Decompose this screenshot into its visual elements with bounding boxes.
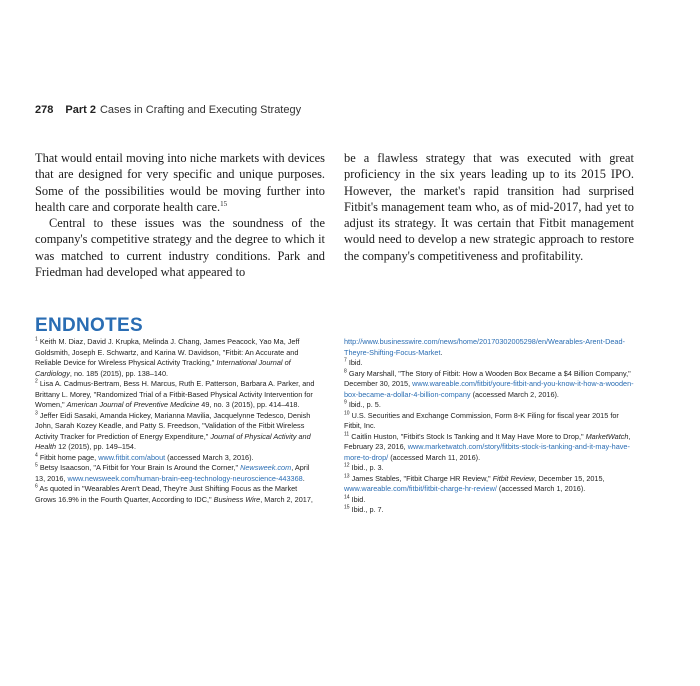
endnotes-heading: ENDNOTES xyxy=(35,315,143,336)
endnote: $^{11}$ Caitlin Huston, "Fitbit's Stock Is Tanking and It May Have More to Drop," MarketWatch, February 23, 2016, www.marketwatch.com/story/fitbits-stock-is-tanking-and-it-may-have-more-to-drop/ (accessed March 11, 2016). xyxy=(344,431,631,462)
endnote: $^{14}$ Ibid. xyxy=(344,494,366,504)
endnote-link[interactable]: www.wareable.com/fitbit/youre-fitbit-and-you-know-it-how-a-wooden-box-became-a-dollar-4-billion-company xyxy=(344,379,634,399)
endnotes-left-column xyxy=(35,337,320,505)
body-paragraph: That would entail moving into niche markets with devices that are designed for very specific and unique purposes. Some of the possibilities would be moving further into health care and corporate health care.$^{15}$ xyxy=(35,151,325,214)
footnote-ref: 15 xyxy=(220,199,228,208)
body-left-column xyxy=(35,150,325,280)
endnote: $^5$ Betsy Isaacson, "A Fitbit for Your Brain Is Around the Corner," Newsweek.com, April 13, 2016, www.newsweek.com/human-brain-eeg-technology-neuroscience-443368. xyxy=(35,462,310,483)
endnotes-right-column xyxy=(344,337,634,516)
page-number: 278 xyxy=(35,104,54,116)
part-title: Cases in Crafting and Executing Strategy xyxy=(99,104,302,116)
part-label: Part 2 xyxy=(65,104,96,116)
endnote: $^9$ Ibid., p. 5. xyxy=(344,399,381,409)
body-right-column xyxy=(344,150,634,264)
endnote: $^{13}$ James Stables, "Fitbit Charge HR Review," Fitbit Review, December 15, 2015, www.wareable.com/fitbit/fitbit-charge-hr-review/ (accessed March 1, 2016). xyxy=(344,473,605,493)
endnote: $^{10}$ U.S. Securities and Exchange Commission, Form 8-K Filing for fiscal year 2015 for Fitbit, Inc. xyxy=(344,410,619,430)
endnote: $^1$ Keith M. Diaz, David J. Krupka, Melinda J. Chang, James Peacock, Yao Ma, Jeff Goldsmith, Joseph E. Schwartz, and Karina W. Davidson, "Fitbit: An Accurate and Reliable Device for Wireless Physical Activity Tracking," International Journal of Cardiology, no. 185 (2015), pp. 138–140. xyxy=(35,336,300,378)
body-paragraph: Central to these issues was the soundness of the company's competitive strategy and the degree to which it was matched to current industry conditions. Park and Friedman had developed what appeared to xyxy=(35,216,325,280)
endnote-link[interactable]: www.newsweek.com/human-brain-eeg-technology-neuroscience-443368 xyxy=(67,473,303,483)
endnote: $^3$ Jeffer Eidi Sasaki, Amanda Hickey, Marianna Mavilia, Jacquelynne Tedesco, Denish John, Sarah Kozey Keadle, and Patty S. Freedson, "Validation of the Fitbit Wireless Activity Tracker for Prediction of Energy Expenditure," Journal of Physical Activity and Health 12 (2015), pp. 149–154. xyxy=(35,410,311,451)
body-paragraph: be a flawless strategy that was executed with great proficiency in the six years leading up to its 2015 IPO. However, the market's rapid transition had surprised Fitbit's management team who, as of mid-2017, had yet to adjust its strategy. It was certain that Fitbit management would need to develop a new strategic approach to restore the company's competitiveness and profitability. xyxy=(344,151,634,263)
endnote-continued: http://www.businesswire.com/news/home/20170302005298/en/Wearables-Arent-Dead-Theyre-Shifting-Focus-Market. xyxy=(344,337,625,357)
page-header xyxy=(35,104,301,122)
endnote: $^6$ As quoted in "Wearables Aren't Dead, They're Just Shifting Focus as the Market Grows 16.9% in the Fourth Quarter, According to IDC," Business Wire, March 2, 2017, xyxy=(35,483,313,504)
endnote: $^2$ Lisa A. Cadmus-Bertram, Bess H. Marcus, Ruth E. Patterson, Barbara A. Parker, and Brittany L. Morey, "Randomized Trial of a Fitbit-Based Physical Activity Intervention for Women," American Journal of Preventive Medicine 49, no. 3 (2015), pp. 414–418. xyxy=(35,378,315,409)
endnote-link[interactable]: www.fitbit.com/about xyxy=(98,452,166,462)
endnote: $^4$ Fitbit home page, www.fitbit.com/about (accessed March 3, 2016). xyxy=(35,452,254,462)
endnote-link[interactable]: www.wareable.com/fitbit/fitbit-charge-hr-review/ xyxy=(344,484,497,493)
endnote-link[interactable]: http://www.businesswire.com/news/home/20170302005298/en/Wearables-Arent-Dead-Theyre-Shifting-Focus-Market xyxy=(344,337,625,357)
endnote: $^{12}$ Ibid., p. 3. xyxy=(344,462,384,472)
endnote-link[interactable]: www.marketwatch.com/story/fitbits-stock-is-tanking-and-it-may-have-more-to-drop/ xyxy=(344,442,630,462)
endnote: $^8$ Gary Marshall, "The Story of Fitbit: How a Wooden Box Became a $4 Billion Company," December 30, 2015, www.wareable.com/fitbit/youre-fitbit-and-you-know-it-how-a-wooden-box-became-a-dollar-4-billion-company (accessed March 2, 2016). xyxy=(344,368,634,399)
endnote: $^{15}$ Ibid., p. 7. xyxy=(344,504,384,514)
endnote: $^7$ Ibid. xyxy=(344,357,363,367)
